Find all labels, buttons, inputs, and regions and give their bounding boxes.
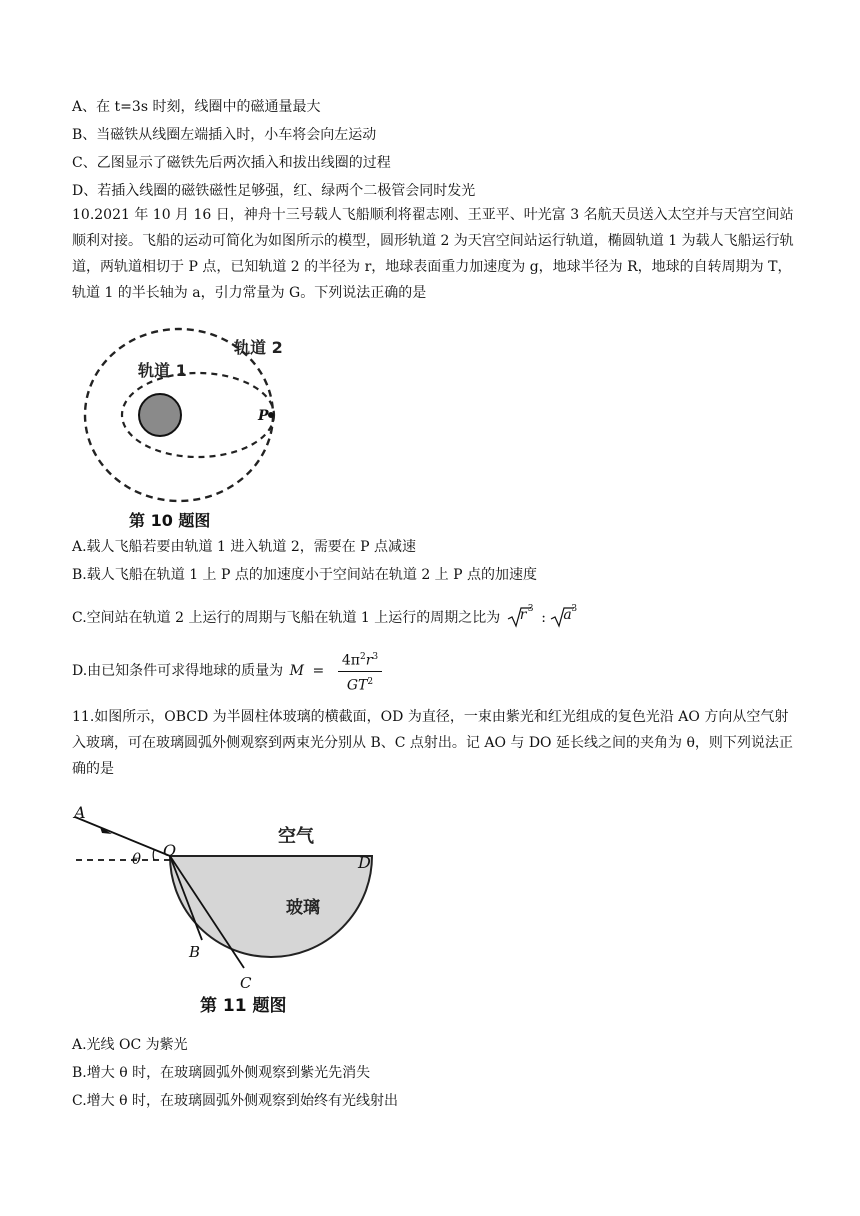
point-p-dot [268,412,274,418]
q10-option-a: A.载人飞船若要由轨道 1 进入轨道 2，需要在 P 点减速 [72,539,417,555]
q11-stem: 11.如图所示，OBCD 为半圆柱体玻璃的横截面，OD 为直径，一束由紫光和红光组成的复色光沿 AO 方向从空气射入玻璃，可在玻璃圆弧外侧观察到两束光分别从 B、C 点射出。记 AO 与 DO 延长线之间的夹角为 θ，则下列说法正确的是 [72,709,793,777]
glass-semicircle [170,856,372,957]
sqrt-r3: r 3 [507,606,531,628]
equals-sign: = [312,663,325,679]
q9-option-c: C、乙图显示了磁铁先后两次插入和拔出线圈的过程 [72,155,391,171]
figure-11-caption: 第 11 题图 [200,996,287,1016]
q10-option-c-text: C.空间站在轨道 2 上运行的周期与飞船在轨道 1 上运行的周期之比为 [72,610,501,626]
label-d: D [358,853,371,872]
q9-option-b: B、当磁铁从线圈左端插入时，小车将会向左运动 [72,127,377,143]
q10-option-d-text: D.由已知条件可求得地球的质量为 [72,663,284,679]
fraction-denominator: $GT^2$ [346,676,374,694]
fraction-bar [338,671,382,672]
q10-option-b: B.载人飞船在轨道 1 上 P 点的加速度小于空间站在轨道 2 上 P 点的加速度 [72,567,537,583]
q9-option-d: D、若插入线圈的磁铁磁性足够强，红、绿两个二极管会同时发光 [72,183,476,199]
glass-label: 玻璃 [286,898,320,918]
ray-ao [75,817,170,856]
mass-fraction [338,648,382,694]
fraction-numerator: $4\pi^2r^3$ [341,652,379,669]
label-b: B [189,943,201,961]
q11-option-a: A.光线 OC 为紫光 [72,1037,188,1053]
q10-option-c [72,604,578,628]
air-label: 空气 [278,826,314,847]
orbit-1-label: 轨道 1 [138,361,187,380]
q11-option-c: C.增大 θ 时，在玻璃圆弧外侧观察到始终有光线射出 [72,1093,398,1109]
q10-stem: 10.2021 年 10 月 16 日，神舟十三号载人飞船顺利将翟志刚、王亚平、叶光富 3 名航天员送入太空并与天宫空间站顺利对接。飞船的运动可简化为如图所示的模型，圆形轨道 2 为天宫空间站运行轨道，椭圆轨道 1 为载人飞船运行轨道，两轨道相切于 P 点，已知轨道 2 的半径为 r，地球表面重力加速度为 g，地球半径为 R，地球的自转周期为 T，轨道 1 的半长轴为 a，引力常量为 G。下列说法正确的是 [72,207,794,301]
figure-10-caption: 第 10 题图 [129,511,211,530]
q10-option-d [72,662,328,680]
glass-figure [72,800,382,1020]
label-theta: θ [132,850,142,868]
orbit-2-label: 轨道 2 [234,338,283,357]
earth-circle [139,394,181,436]
ratio-colon: : [541,610,546,626]
theta-arc [153,850,154,860]
q11-option-b: B.增大 θ 时，在玻璃圆弧外侧观察到紫光先消失 [72,1065,371,1081]
label-c: C [240,974,252,992]
point-p-label: P [258,408,269,424]
label-o: O [163,841,177,860]
mass-symbol: M [289,663,304,679]
label-a: A [74,803,86,822]
sqrt-a3: a 3 [550,606,574,628]
q9-option-a: A、在 t=3s 时刻，线圈中的磁通量最大 [72,99,321,115]
orbit-figure [72,318,302,534]
